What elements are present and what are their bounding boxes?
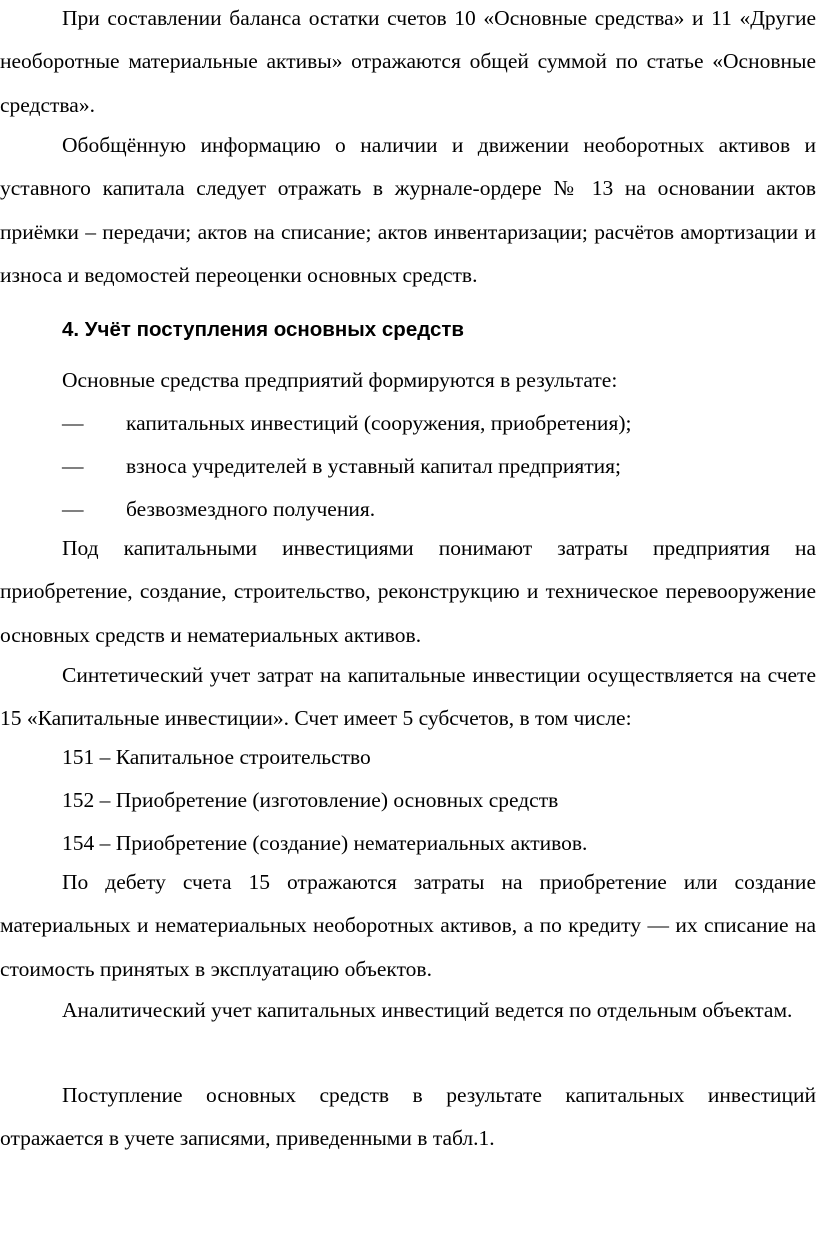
paragraph-capital-investments: Под капитальными инвестициями понимают затраты предприятия на приобретение, создание, строительство, реконструкцию и техническое перевооружение основных средств и нематериальных активов. xyxy=(0,536,816,647)
bullet-dash: — xyxy=(62,497,84,521)
paragraph-balance: При составлении баланса остатки счетов 10 «Основные средства» и 11 «Другие необоротные материальные активы» отражаются общей суммой по статье «Основные средства». xyxy=(0,6,816,117)
paragraph-journal-order: Обобщённую информацию о наличии и движении необоротных активов и уставного капитала следует отражать в журнале-ордере № 13 на основании актов приёмки – передачи; актов на списание; актов инвентаризации; расчётов амортизации и износа и ведомостей переоценки основных средств. xyxy=(0,133,816,287)
subaccount-item: 152 – Приобретение (изготовление) основных средств xyxy=(62,788,559,812)
paragraph-debit-credit: По дебету счета 15 отражаются затраты на приобретение или создание материальных и нематериальных необоротных активов, а по кредиту — их списание на стоимость принятых в эксплуатацию объектов. xyxy=(0,870,816,981)
list-item-text: капитальных инвестиций (сооружения, приобретения); xyxy=(126,411,632,435)
subaccount-item: 154 – Приобретение (создание) нематериальных активов. xyxy=(62,831,588,855)
bullet-dash: — xyxy=(62,411,84,435)
paragraph-formation-intro: Основные средства предприятий формируются в результате: xyxy=(62,368,618,392)
section-heading: 4. Учёт поступления основных средств xyxy=(62,318,465,341)
list-item xyxy=(62,451,621,481)
list-item xyxy=(62,494,375,524)
list-item-text: безвозмездного получения. xyxy=(126,497,376,521)
subaccount-item: 151 – Капитальное строительство xyxy=(62,745,371,769)
list-item-text: взноса учредителей в уставный капитал предприятия; xyxy=(126,454,622,478)
paragraph-analytical-accounting: Аналитический учет капитальных инвестиций ведется по отдельным объектам. xyxy=(62,998,793,1022)
bullet-dash: — xyxy=(62,454,84,478)
list-item xyxy=(62,408,631,438)
paragraph-receipt-records: Поступление основных средств в результате капитальных инвестиций отражается в учете записями, приведенными в табл.1. xyxy=(0,1083,816,1151)
paragraph-synthetic-accounting: Синтетический учет затрат на капитальные инвестиции осуществляется на счете 15 «Капитальные инвестиции». Счет имеет 5 субсчетов, в том числе: xyxy=(0,663,816,731)
